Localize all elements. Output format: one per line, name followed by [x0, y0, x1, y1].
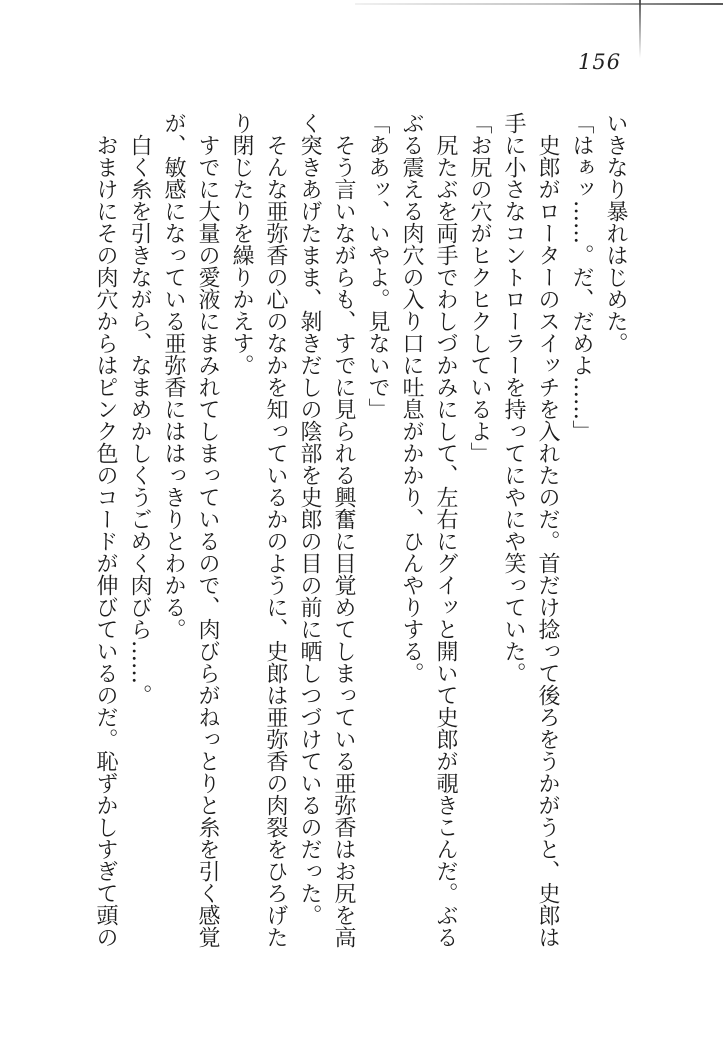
text-line: いきなり暴れはじめた。	[603, 112, 628, 354]
text-line: 史郎がローターのスイッチを入れたのだ。首だけ捻って後ろをうかがうと、史郎は	[535, 112, 560, 948]
text-line: り閉じたりを繰りかえす。	[229, 112, 254, 376]
text-line: おまけにその肉穴からはピンク色のコードが伸びているのだ。恥ずかしすぎて頭の	[93, 112, 118, 948]
text-line: 「ああッ、いやよ。見ないで」	[365, 112, 390, 420]
scan-artifact-top-edge	[355, 3, 723, 5]
text-line: 白く糸を引きながら、なまめかしくうごめく肉びら……。	[127, 112, 152, 706]
text-line: が、敏感になっている亜弥香にははっきりとわかる。	[161, 112, 186, 640]
text-line: すでに大量の愛液にまみれてしまっているので、肉びらがねっとりと糸を引く感覚	[195, 112, 220, 948]
scan-artifact-right-edge	[639, 0, 641, 58]
text-line: 「お尻の穴がヒクヒクしているよ」	[467, 112, 492, 464]
text-line: ぶる震える肉穴の入り口に吐息がかかり、ひんやりする。	[399, 112, 424, 684]
text-line: そう言いながらも、すでに見られる興奮に目覚めてしまっている亜弥香はお尻を高	[331, 112, 356, 948]
text-line: く突きあげたまま、剝きだしの陰部を史郎の目の前に晒しつづけているのだった。	[297, 112, 322, 926]
text-line: 「はぁッ……。だ、だめよ……」	[569, 112, 594, 442]
page-number: 156	[578, 50, 622, 74]
text-line: 尻たぶを両手でわしづかみにして、左右にグイッと開いて史郎が覗きこんだ。ぶる	[433, 112, 458, 948]
text-line: 手に小さなコントローラーを持ってにやにや笑っていた。	[501, 112, 526, 684]
body-text	[88, 112, 632, 954]
text-line: そんな亜弥香の心のなかを知っているかのように、史郎は亜弥香の肉裂をひろげた	[263, 112, 288, 948]
